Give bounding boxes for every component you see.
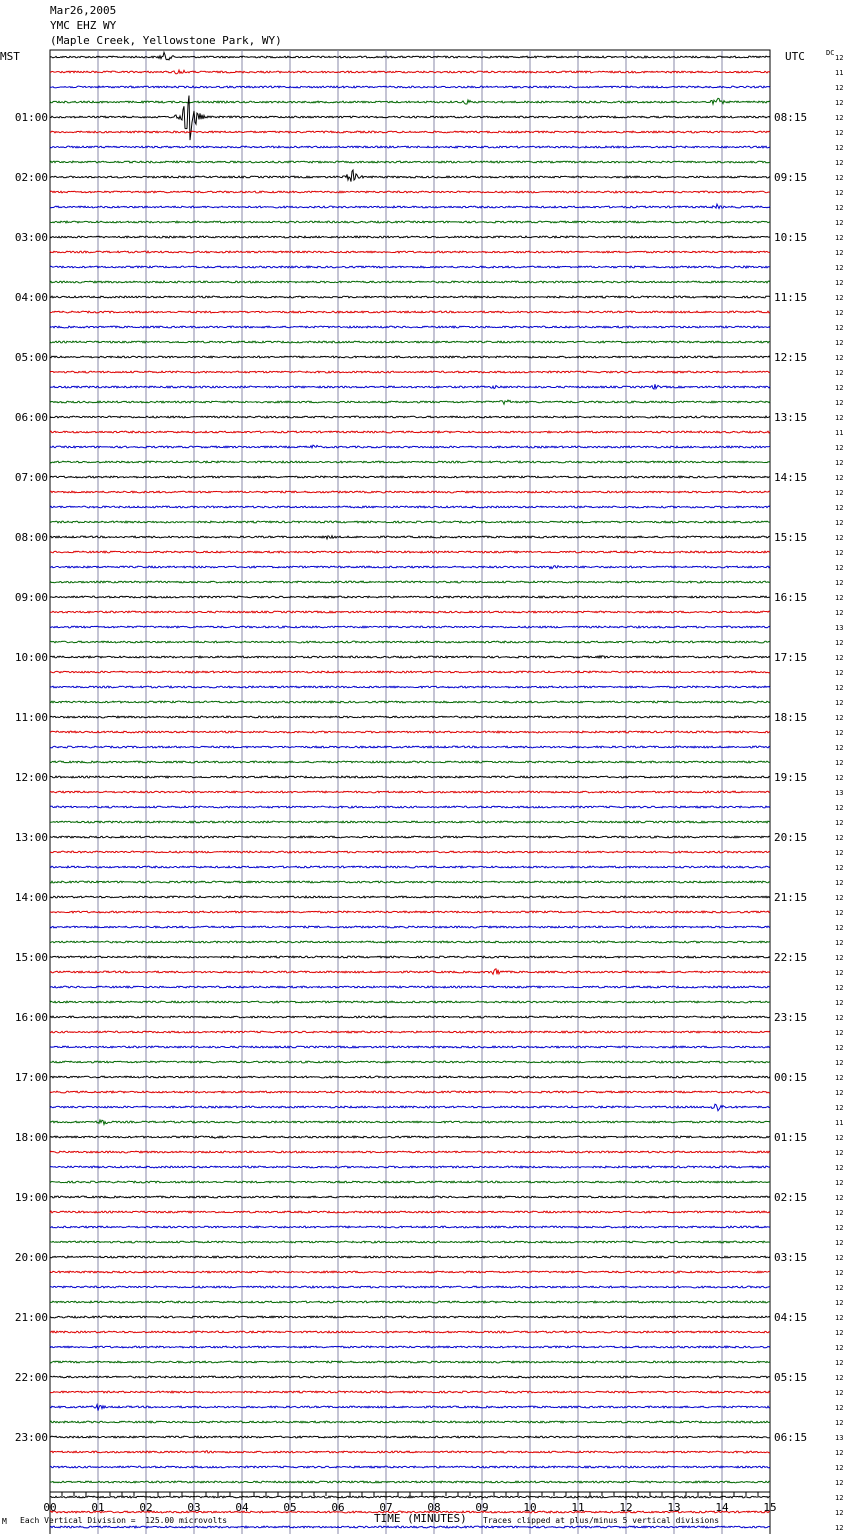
dc-offset-label: 12 xyxy=(835,474,844,482)
trace-row-43 xyxy=(50,701,770,703)
trace-row-48 xyxy=(50,776,770,778)
dc-offset-label: 12 xyxy=(835,549,844,557)
trace-row-71 xyxy=(50,1120,770,1124)
dc-offset-label: 13 xyxy=(835,624,844,632)
dc-offset-label: 12 xyxy=(835,1164,844,1172)
dc-offset-label: 12 xyxy=(835,654,844,662)
trace-row-87 xyxy=(50,1361,770,1363)
dc-offset-label: 12 xyxy=(835,1104,844,1112)
dc-offset-label: 12 xyxy=(835,324,844,332)
dc-offset-label: 12 xyxy=(835,189,844,197)
trace-row-22 xyxy=(50,384,770,389)
trace-row-32 xyxy=(50,536,770,539)
scale-note: Each Vertical Division = 125.00 microvolts xyxy=(20,1516,228,1525)
dc-offset-label: 12 xyxy=(835,1524,844,1532)
utc-hour-label: 21:15 xyxy=(774,891,808,904)
dc-offset-label: 12 xyxy=(835,1074,844,1082)
trace-row-46 xyxy=(50,746,770,748)
trace-row-81 xyxy=(50,1271,770,1273)
x-tick-label: 08 xyxy=(427,1501,441,1514)
trace-row-36 xyxy=(50,596,770,598)
trace-row-92 xyxy=(50,1436,770,1438)
trace-row-23 xyxy=(50,400,770,404)
dc-offset-label: 12 xyxy=(835,894,844,902)
dc-offset-label: 12 xyxy=(835,879,844,887)
trace-row-24 xyxy=(50,416,770,418)
dc-offset-label: 12 xyxy=(835,1344,844,1352)
corner-mark: M xyxy=(2,1517,7,1526)
dc-offset-label: 12 xyxy=(835,819,844,827)
dc-offset-label: 12 xyxy=(835,699,844,707)
utc-hour-label: 15:15 xyxy=(774,531,808,544)
right-axis-title: UTC xyxy=(785,50,805,63)
dc-offset-label: 12 xyxy=(835,1449,844,1457)
dc-offset-label: 11 xyxy=(835,429,844,437)
mst-hour-label: 21:00 xyxy=(14,1311,48,1324)
dc-offset-label: 12 xyxy=(835,594,844,602)
trace-row-68 xyxy=(50,1076,770,1078)
mst-hour-label: 15:00 xyxy=(14,951,48,964)
dc-offset-label: 12 xyxy=(835,339,844,347)
trace-row-73 xyxy=(50,1151,770,1153)
dc-offset-label: 12 xyxy=(835,909,844,917)
x-tick-label: 00 xyxy=(43,1501,57,1514)
dc-offset-label: 12 xyxy=(835,399,844,407)
trace-row-80 xyxy=(50,1256,770,1258)
dc-offset-label: 12 xyxy=(835,459,844,467)
trace-row-14 xyxy=(50,266,770,268)
mst-hour-label: 16:00 xyxy=(14,1011,48,1024)
mst-hour-label: 20:00 xyxy=(14,1251,48,1264)
utc-hour-label: 11:15 xyxy=(774,291,808,304)
trace-row-83 xyxy=(50,1301,770,1303)
mst-hour-label: 19:00 xyxy=(14,1191,48,1204)
dc-offset-label: 12 xyxy=(835,114,844,122)
trace-row-39 xyxy=(50,641,770,643)
trace-row-91 xyxy=(50,1421,770,1423)
dc-offset-label: 12 xyxy=(835,1404,844,1412)
dc-offset-label: 12 xyxy=(835,354,844,362)
trace-row-26 xyxy=(50,445,770,448)
trace-row-56 xyxy=(50,896,770,898)
trace-row-61 xyxy=(50,969,770,974)
dc-offset-label: 12 xyxy=(835,924,844,932)
utc-hour-label: 12:15 xyxy=(774,351,808,364)
trace-row-93 xyxy=(50,1451,770,1453)
dc-offset-label: 12 xyxy=(835,1014,844,1022)
trace-row-55 xyxy=(50,881,770,883)
trace-row-38 xyxy=(50,626,770,628)
x-tick-label: 04 xyxy=(235,1501,249,1514)
trace-row-21 xyxy=(50,371,770,373)
dc-offset-label: 12 xyxy=(835,159,844,167)
dc-offset-label: 12 xyxy=(835,669,844,677)
dc-offset-label: 12 xyxy=(835,489,844,497)
trace-row-47 xyxy=(50,761,770,763)
utc-hour-label: 17:15 xyxy=(774,651,808,664)
dc-offset-label: 12 xyxy=(835,849,844,857)
x-tick-label: 09 xyxy=(475,1501,489,1514)
trace-row-17 xyxy=(50,311,770,313)
x-axis-title: TIME (MINUTES) xyxy=(374,1512,467,1525)
utc-hour-label: 20:15 xyxy=(774,831,808,844)
x-tick-label: 11 xyxy=(571,1501,585,1514)
utc-hour-label: 14:15 xyxy=(774,471,808,484)
dc-offset-label: 12 xyxy=(835,294,844,302)
dc-offset-label: 12 xyxy=(835,1299,844,1307)
trace-row-3 xyxy=(50,98,770,104)
dc-offset-label: 11 xyxy=(835,1119,844,1127)
dc-offset-label: 12 xyxy=(835,579,844,587)
trace-row-49 xyxy=(50,791,770,793)
dc-offset-label: 12 xyxy=(835,144,844,152)
trace-row-16 xyxy=(50,296,770,298)
trace-row-10 xyxy=(50,204,770,208)
utc-hour-label: 22:15 xyxy=(774,951,808,964)
dc-offset-label: 12 xyxy=(835,1059,844,1067)
dc-offset-label: 12 xyxy=(835,714,844,722)
dc-offset-label: 12 xyxy=(835,729,844,737)
trace-row-7 xyxy=(50,161,770,163)
trace-row-70 xyxy=(50,1104,770,1111)
location-label: (Maple Creek, Yellowstone Park, WY) xyxy=(50,34,282,47)
trace-row-28 xyxy=(50,476,770,478)
utc-hour-label: 18:15 xyxy=(774,711,808,724)
trace-row-34 xyxy=(50,566,770,569)
dc-offset-label: 12 xyxy=(835,1419,844,1427)
utc-hour-label: 05:15 xyxy=(774,1371,808,1384)
trace-row-89 xyxy=(50,1391,770,1393)
mst-hour-label: 13:00 xyxy=(14,831,48,844)
trace-row-76 xyxy=(50,1196,770,1198)
dc-offset-label: 12 xyxy=(835,84,844,92)
trace-row-37 xyxy=(50,611,770,613)
utc-hour-label: 23:15 xyxy=(774,1011,808,1024)
dc-offset-label: 12 xyxy=(835,984,844,992)
mst-hour-label: 23:00 xyxy=(14,1431,48,1444)
trace-row-84 xyxy=(50,1316,770,1318)
dc-offset-label: 12 xyxy=(835,444,844,452)
dc-offset-label: 12 xyxy=(835,1089,844,1097)
dc-offset-label: 12 xyxy=(835,309,844,317)
dc-offset-label: 12 xyxy=(835,939,844,947)
mst-hour-label: 12:00 xyxy=(14,771,48,784)
dc-offset-label: 12 xyxy=(835,1494,844,1502)
trace-row-1 xyxy=(50,70,770,74)
utc-hour-label: 16:15 xyxy=(774,591,808,604)
dc-offset-label: 12 xyxy=(835,519,844,527)
utc-hour-label: 08:15 xyxy=(774,111,808,124)
trace-row-31 xyxy=(50,521,770,523)
dc-offset-label: 11 xyxy=(835,69,844,77)
mst-hour-label: 11:00 xyxy=(14,711,48,724)
clip-note: Traces clipped at plus/minus 5 vertical divisions xyxy=(483,1516,720,1525)
left-axis-title: MST xyxy=(0,50,20,63)
dc-offset-label: 12 xyxy=(835,1209,844,1217)
dc-offset-label: 12 xyxy=(835,99,844,107)
dc-offset-label: 12 xyxy=(835,1374,844,1382)
dc-offset-label: 12 xyxy=(835,219,844,227)
trace-row-53 xyxy=(50,851,770,853)
dc-offset-label: 12 xyxy=(835,1149,844,1157)
dc-offset-label: 12 xyxy=(835,174,844,182)
dc-offset-label: 12 xyxy=(835,369,844,377)
trace-row-2 xyxy=(50,86,770,88)
trace-row-41 xyxy=(50,671,770,673)
trace-row-25 xyxy=(50,431,770,433)
mst-hour-label: 10:00 xyxy=(14,651,48,664)
trace-row-35 xyxy=(50,581,770,583)
utc-hour-label: 03:15 xyxy=(774,1251,808,1264)
dc-offset-label: 12 xyxy=(835,534,844,542)
utc-hour-label: 09:15 xyxy=(774,171,808,184)
trace-row-52 xyxy=(50,836,770,838)
trace-row-79 xyxy=(50,1241,770,1243)
dc-offset-label: 12 xyxy=(835,129,844,137)
mst-hour-label: 17:00 xyxy=(14,1071,48,1084)
trace-row-40 xyxy=(50,656,770,658)
dc-offset-label: 12 xyxy=(835,384,844,392)
trace-row-12 xyxy=(50,236,770,238)
trace-row-67 xyxy=(50,1061,770,1063)
mst-hour-label: 06:00 xyxy=(14,411,48,424)
mst-hour-label: 07:00 xyxy=(14,471,48,484)
trace-row-15 xyxy=(50,281,770,283)
dc-offset-label: 12 xyxy=(835,969,844,977)
dc-offset-label: 12 xyxy=(835,1029,844,1037)
mst-hour-label: 14:00 xyxy=(14,891,48,904)
x-tick-label: 15 xyxy=(763,1501,777,1514)
dc-offset-label: 12 xyxy=(835,1194,844,1202)
trace-row-50 xyxy=(50,806,770,808)
dc-offset-label: 12 xyxy=(835,1464,844,1472)
dc-offset-label: 12 xyxy=(835,1389,844,1397)
trace-row-96 xyxy=(50,1496,770,1498)
trace-row-82 xyxy=(50,1286,770,1288)
trace-row-19 xyxy=(50,341,770,343)
mst-hour-label: 09:00 xyxy=(14,591,48,604)
dc-offset-label: 12 xyxy=(835,954,844,962)
dc-offset-label: 12 xyxy=(835,1269,844,1277)
dc-offset-label: 12 xyxy=(835,1479,844,1487)
trace-row-8 xyxy=(50,170,770,182)
trace-row-77 xyxy=(50,1211,770,1213)
trace-row-60 xyxy=(50,956,770,958)
trace-row-85 xyxy=(50,1331,770,1333)
utc-hour-label: 01:15 xyxy=(774,1131,808,1144)
dc-offset-label: 13 xyxy=(835,789,844,797)
utc-hour-label: 02:15 xyxy=(774,1191,808,1204)
trace-row-54 xyxy=(50,866,770,868)
trace-row-6 xyxy=(50,146,770,148)
trace-row-44 xyxy=(50,716,770,718)
trace-row-78 xyxy=(50,1226,770,1228)
trace-row-57 xyxy=(50,911,770,913)
x-tick-label: 02 xyxy=(139,1501,153,1514)
trace-row-18 xyxy=(50,326,770,328)
mst-hour-label: 02:00 xyxy=(14,171,48,184)
x-tick-label: 07 xyxy=(379,1501,393,1514)
dc-offset-label: 12 xyxy=(835,1134,844,1142)
dc-offset-label: 12 xyxy=(835,279,844,287)
trace-row-9 xyxy=(50,191,770,193)
dc-offset-label: 12 xyxy=(835,1044,844,1052)
dc-offset-label: 12 xyxy=(835,1329,844,1337)
dc-offset-label: 12 xyxy=(835,1284,844,1292)
dc-offset-label: 12 xyxy=(835,609,844,617)
trace-row-72 xyxy=(50,1136,770,1138)
utc-hour-label: 13:15 xyxy=(774,411,808,424)
dc-title: DC xyxy=(826,49,835,57)
trace-row-66 xyxy=(50,1046,770,1048)
date-label: Mar26,2005 xyxy=(50,4,117,17)
trace-row-98 xyxy=(50,1526,770,1528)
trace-row-11 xyxy=(50,221,770,223)
x-tick-label: 10 xyxy=(523,1501,537,1514)
trace-row-58 xyxy=(50,926,770,928)
trace-row-27 xyxy=(50,461,770,463)
mst-hour-label: 22:00 xyxy=(14,1371,48,1384)
dc-offset-label: 12 xyxy=(835,564,844,572)
trace-row-69 xyxy=(50,1091,770,1093)
trace-row-59 xyxy=(50,941,770,943)
trace-row-20 xyxy=(50,356,770,358)
trace-row-90 xyxy=(50,1405,770,1411)
dc-offset-label: 12 xyxy=(835,759,844,767)
dc-offset-label: 12 xyxy=(835,744,844,752)
dc-offset-label: 12 xyxy=(835,834,844,842)
mst-hour-label: 03:00 xyxy=(14,231,48,244)
trace-row-33 xyxy=(50,551,770,553)
dc-offset-label: 12 xyxy=(835,1179,844,1187)
dc-offset-label: 12 xyxy=(835,204,844,212)
station-label: YMC EHZ WY xyxy=(50,19,117,32)
dc-offset-label: 12 xyxy=(835,1509,844,1517)
trace-row-65 xyxy=(50,1031,770,1033)
dc-offset-label: 12 xyxy=(835,1359,844,1367)
mst-hour-label: 18:00 xyxy=(14,1131,48,1144)
utc-hour-label: 19:15 xyxy=(774,771,808,784)
trace-row-74 xyxy=(50,1166,770,1168)
trace-row-13 xyxy=(50,251,770,253)
dc-offset-label: 12 xyxy=(835,639,844,647)
trace-row-63 xyxy=(50,1001,770,1003)
x-tick-label: 14 xyxy=(715,1501,729,1514)
dc-offset-label: 13 xyxy=(835,1434,844,1442)
utc-hour-label: 10:15 xyxy=(774,231,808,244)
x-tick-label: 06 xyxy=(331,1501,345,1514)
x-tick-label: 03 xyxy=(187,1501,201,1514)
trace-row-51 xyxy=(50,821,770,823)
trace-row-64 xyxy=(50,1016,770,1018)
dc-offset-label: 12 xyxy=(835,1239,844,1247)
dc-offset-label: 12 xyxy=(835,1254,844,1262)
trace-row-30 xyxy=(50,506,770,508)
dc-offset-label: 12 xyxy=(835,774,844,782)
x-tick-label: 05 xyxy=(283,1501,297,1514)
mst-hour-label: 08:00 xyxy=(14,531,48,544)
dc-offset-label: 12 xyxy=(835,999,844,1007)
utc-hour-label: 00:15 xyxy=(774,1071,808,1084)
dc-offset-label: 12 xyxy=(835,234,844,242)
dc-offset-label: 12 xyxy=(835,864,844,872)
trace-row-75 xyxy=(50,1181,770,1183)
mst-hour-label: 01:00 xyxy=(14,111,48,124)
trace-row-29 xyxy=(50,491,770,493)
x-tick-label: 13 xyxy=(667,1501,681,1514)
mst-hour-label: 05:00 xyxy=(14,351,48,364)
dc-offset-label: 12 xyxy=(835,414,844,422)
trace-row-0 xyxy=(50,52,770,60)
trace-row-95 xyxy=(50,1481,770,1483)
trace-row-45 xyxy=(50,731,770,733)
dc-offset-label: 12 xyxy=(835,504,844,512)
x-tick-label: 12 xyxy=(619,1501,633,1514)
dc-offset-label: 12 xyxy=(835,264,844,272)
dc-offset-label: 12 xyxy=(835,1224,844,1232)
trace-row-94 xyxy=(50,1466,770,1468)
dc-offset-label: 12 xyxy=(835,249,844,257)
dc-offset-label: 12 xyxy=(835,1314,844,1322)
trace-row-62 xyxy=(50,986,770,988)
trace-row-42 xyxy=(50,686,770,688)
mst-hour-label: 04:00 xyxy=(14,291,48,304)
trace-row-88 xyxy=(50,1376,770,1378)
dc-offset-label: 12 xyxy=(835,54,844,62)
utc-hour-label: 04:15 xyxy=(774,1311,808,1324)
x-tick-label: 01 xyxy=(91,1501,105,1514)
dc-offset-label: 12 xyxy=(835,804,844,812)
utc-hour-label: 06:15 xyxy=(774,1431,808,1444)
trace-row-5 xyxy=(50,131,770,133)
trace-row-86 xyxy=(50,1346,770,1348)
dc-offset-label: 12 xyxy=(835,684,844,692)
